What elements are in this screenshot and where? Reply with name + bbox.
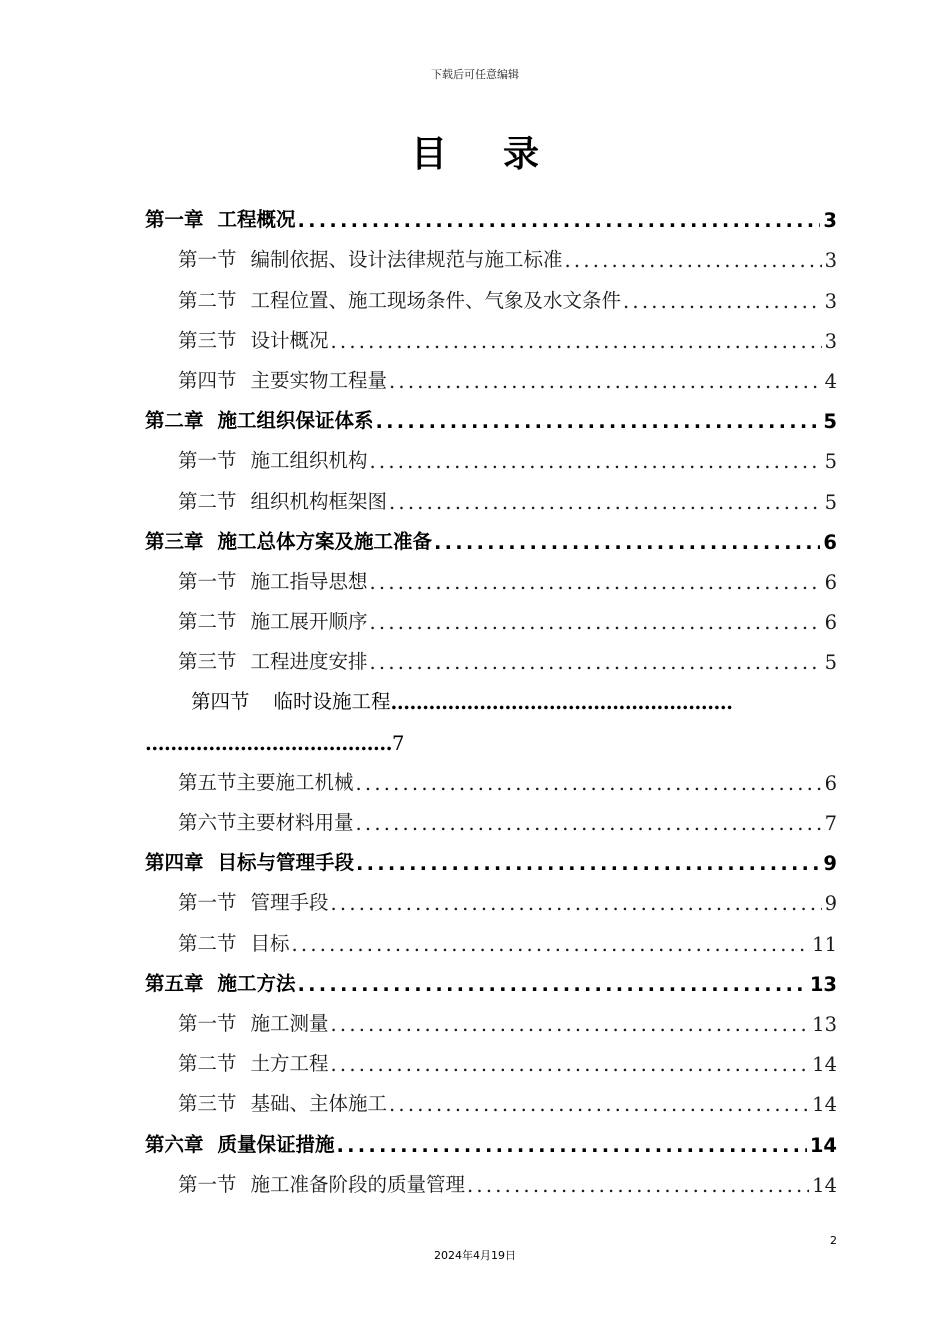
toc-section-5-3[interactable] [145, 1076, 837, 1116]
dot-leader [374, 410, 821, 433]
chapter-title: 工程概况 [217, 208, 296, 232]
section-number: 第一节 [178, 248, 237, 272]
toc-section-3-1[interactable] [145, 554, 837, 594]
toc-section-2-1[interactable] [145, 433, 837, 473]
page-ref: 14 [809, 1133, 837, 1157]
dot-leader [296, 209, 821, 232]
section-number: 第六节 [178, 811, 237, 834]
section-number: 第二节 [178, 610, 237, 634]
dot-leader [329, 892, 822, 915]
chapter-number: 第四章 [145, 851, 204, 875]
page-ref: 3 [824, 329, 837, 353]
page-ref: 5 [823, 410, 837, 434]
section-title: 设计概况 [250, 328, 329, 352]
section-number: 第一节 [178, 449, 237, 473]
dot-leader [354, 772, 822, 795]
chapter-number: 第六章 [145, 1132, 204, 1156]
toc-chapter-5[interactable] [145, 956, 837, 996]
chapter-number: 第一章 [145, 208, 204, 232]
chapter-number: 第三章 [145, 529, 204, 553]
toc-chapter-6[interactable] [145, 1116, 837, 1156]
dot-leader [387, 370, 822, 393]
toc-section-1-3[interactable] [145, 313, 837, 353]
dot-leader [621, 290, 822, 313]
toc-section-2-2[interactable] [145, 473, 837, 513]
page-ref: 14 [812, 1053, 837, 1077]
section-title: 工程进度安排 [250, 650, 368, 674]
toc-section-4-2[interactable] [145, 915, 837, 955]
chapter-title: 施工总体方案及施工准备 [217, 529, 433, 553]
page-ref: 5 [824, 651, 837, 675]
dot-leader [368, 571, 822, 594]
toc-chapter-2[interactable] [145, 393, 837, 433]
toc-chapter-1[interactable] [145, 192, 837, 232]
page-title: 目录 [410, 134, 595, 175]
section-number: 第一节 [178, 569, 237, 593]
page-ref: 14 [812, 1093, 837, 1117]
section-title: 主要施工机械 [236, 770, 354, 794]
section-title: 编制依据、设计法律规范与施工标准 [250, 248, 563, 272]
toc-section-5-1[interactable] [145, 996, 837, 1036]
page-ref: 6 [824, 570, 837, 594]
page-ref: 13 [812, 1012, 837, 1036]
page-ref: 7 [824, 812, 837, 835]
section-number: 第一节 [178, 1172, 237, 1196]
page-ref: 3 [823, 209, 837, 233]
toc-section-3-6[interactable] [145, 795, 837, 835]
toc-section-5-2[interactable] [145, 1036, 837, 1076]
dot-leader [290, 933, 810, 956]
page-ref: 3 [824, 289, 837, 313]
section-title: 工程位置、施工现场条件、气象及水文条件 [250, 288, 622, 312]
toc-section-3-3[interactable] [145, 634, 837, 674]
section-number: 第一节 [178, 891, 237, 915]
section-number: 第二节 [178, 1052, 237, 1076]
toc-section-3-4-continued[interactable] [145, 714, 837, 754]
dot-leader [368, 651, 822, 674]
dot-leader [354, 852, 820, 875]
dot-leader [335, 1134, 807, 1157]
section-title: 组织机构框架图 [250, 489, 388, 513]
toc-section-1-2[interactable] [145, 272, 837, 312]
dot-leader [563, 249, 822, 272]
page-ref: 5 [824, 450, 837, 474]
toc-section-4-1[interactable] [145, 875, 837, 915]
page-number: 2 [830, 1234, 837, 1247]
footer-date: 2024年4月19日 [434, 1249, 516, 1262]
page-ref: 6 [824, 771, 837, 795]
dot-leader [368, 611, 822, 634]
section-number: 第二节 [178, 489, 237, 513]
section-title: 施工指导思想 [250, 569, 368, 593]
section-title: 主要实物工程量 [250, 368, 388, 392]
page-ref: 9 [824, 892, 837, 916]
dot-leader [465, 1174, 809, 1197]
toc-section-1-1[interactable] [145, 232, 837, 272]
section-title: 施工组织机构 [250, 449, 368, 473]
toc-section-6-1[interactable] [145, 1157, 837, 1197]
section-title: 基础、主体施工 [250, 1092, 388, 1116]
chapter-title: 施工组织保证体系 [217, 409, 374, 433]
page-ref: 3 [824, 249, 837, 273]
section-number: 第二节 [178, 931, 237, 955]
section-title: 施工测量 [250, 1011, 329, 1035]
section-title: 临时设施工程 [273, 690, 391, 714]
dot-leader [329, 1053, 810, 1076]
toc-chapter-3[interactable] [145, 514, 837, 554]
toc-section-1-4[interactable] [145, 353, 837, 393]
section-number: 第四节 [178, 368, 237, 392]
chapter-number: 第二章 [145, 409, 204, 433]
toc-chapter-4[interactable] [145, 835, 837, 875]
page-ref: 5 [824, 490, 837, 514]
page-ref: 4 [824, 369, 837, 393]
toc-section-3-5[interactable] [145, 755, 837, 795]
section-title: 目标 [250, 931, 290, 955]
page-ref: 7 [392, 731, 405, 755]
page-ref: 13 [809, 972, 837, 996]
section-number: 第二节 [178, 288, 237, 312]
chapter-title: 质量保证措施 [217, 1132, 335, 1156]
section-number: 第三节 [178, 1092, 237, 1116]
page-ref: 9 [823, 852, 837, 876]
dot-leader [387, 1093, 809, 1116]
section-number: 第三节 [178, 650, 237, 674]
page-ref: 6 [824, 611, 837, 635]
dot-leader [329, 1013, 810, 1036]
section-number: 第三节 [178, 328, 237, 352]
dot-leader: ……………………………………………… [390, 691, 733, 715]
toc-section-3-2[interactable] [145, 594, 837, 634]
dot-leader: ………………………………… [145, 731, 392, 755]
dot-leader [354, 812, 822, 835]
page-ref: 11 [812, 932, 837, 956]
page-ref: 6 [823, 530, 837, 554]
section-number: 第四节 [191, 690, 250, 714]
chapter-number: 第五章 [145, 971, 204, 995]
chapter-title: 目标与管理手段 [217, 851, 355, 875]
dot-leader [329, 330, 822, 353]
section-number: 第五节 [178, 770, 237, 794]
section-number: 第一节 [178, 1011, 237, 1035]
section-title: 施工展开顺序 [250, 610, 368, 634]
toc-section-3-4[interactable] [145, 674, 837, 714]
section-title: 管理手段 [250, 891, 329, 915]
dot-leader [387, 491, 822, 514]
section-title: 土方工程 [250, 1052, 329, 1076]
dot-leader [296, 973, 807, 996]
section-title: 施工准备阶段的质量管理 [250, 1172, 466, 1196]
section-title: 主要材料用量 [236, 811, 354, 834]
dot-leader [432, 531, 820, 554]
header-note: 下载后可任意编辑 [431, 68, 519, 81]
table-of-contents [145, 192, 837, 1197]
page-ref: 14 [812, 1173, 837, 1197]
chapter-title: 施工方法 [217, 971, 296, 995]
dot-leader [368, 450, 822, 473]
